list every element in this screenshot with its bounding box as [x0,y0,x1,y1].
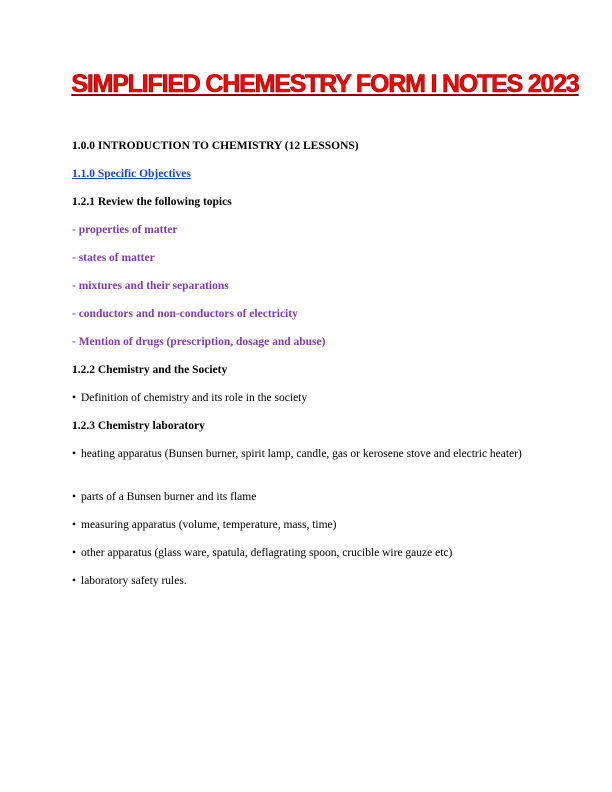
bullet-icon: • [72,547,77,559]
bullet-icon: • [72,519,77,531]
list-item-text: Definition of chemistry and its role in the society [81,392,308,404]
list-item [72,447,562,462]
list-item-text: measuring apparatus (volume, temperature, mass, time) [81,519,337,531]
list-item-text: parts of a Bunsen burner and its flame [81,491,257,503]
list-item [72,490,562,505]
list-item-text: other apparatus (glass ware, spatula, deflagrating spoon, crucible wire gauze etc) [81,547,453,559]
bullet-icon: • [72,575,77,587]
list-item [72,546,562,561]
society-heading: 1.2.2 Chemistry and the Society [72,364,228,376]
list-item-text: laboratory safety rules. [81,575,187,587]
review-topic-item: - properties of matter [72,224,178,236]
review-topic-item: - Mention of drugs (prescription, dosage and abuse) [72,336,326,348]
section-heading: 1.0.0 INTRODUCTION TO CHEMISTRY (12 LESSONS) [72,140,359,152]
bullet-icon: • [72,491,77,503]
bullet-icon: • [72,448,77,460]
bullet-icon: • [72,392,77,404]
list-item [72,391,562,406]
list-item [72,574,562,589]
review-topic-item: - mixtures and their separations [72,280,229,292]
list-item-text: heating apparatus (Bunsen burner, spirit lamp, candle, gas or kerosene stove and electric heater) [81,448,522,460]
review-topic-item: - conductors and non-conductors of electricity [72,308,298,320]
lab-heading: 1.2.3 Chemistry laboratory [72,420,205,432]
page-title: SIMPLIFIED CHEMESTRY FORM I NOTES 2023 [71,70,579,98]
list-item [72,518,562,533]
review-heading: 1.2.1 Review the following topics [72,196,232,208]
specific-objectives-link[interactable]: 1.1.0 Specific Objectives [72,168,191,180]
review-topic-item: - states of matter [72,252,155,264]
